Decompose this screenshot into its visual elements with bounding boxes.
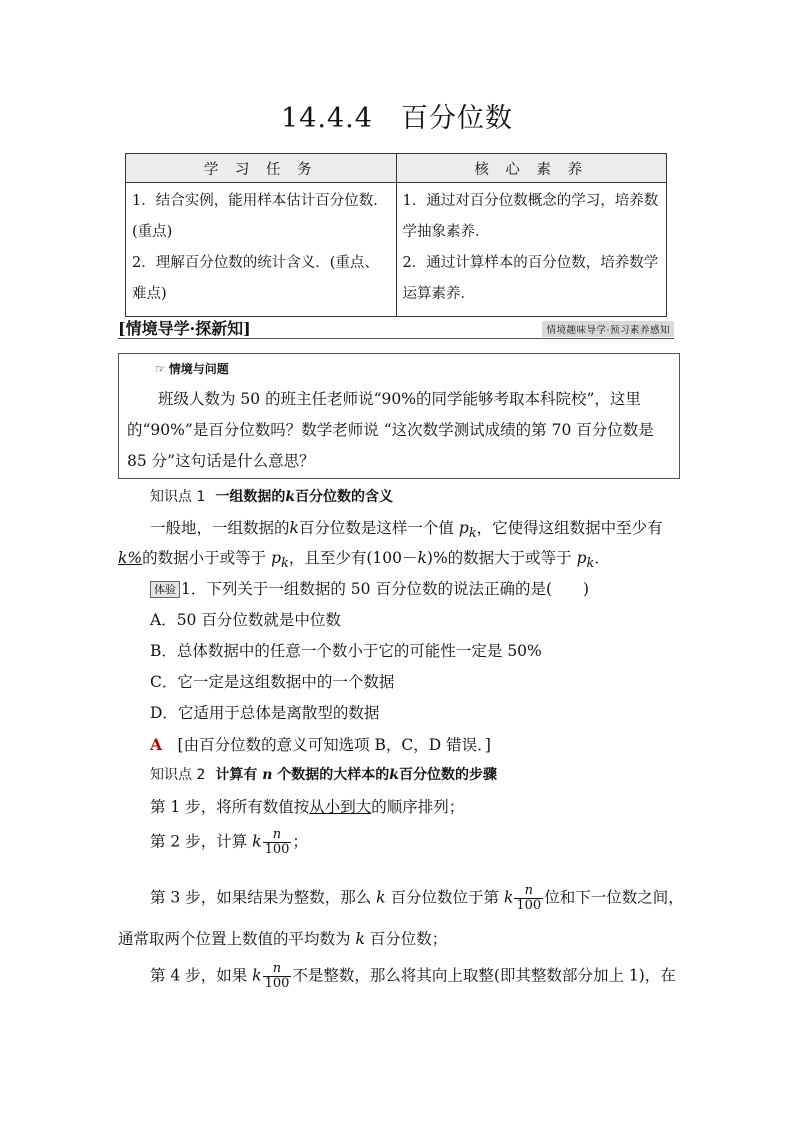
fraction-n-over-100: $\frac{n}{100}$ [264, 961, 290, 991]
answer-letter: A [150, 735, 163, 754]
scenario-text: 班级人数为 50 的班主任老师说“90%的同学能够考取本科院校”，这里的“90%”是百分位数吗？数学老师说 “这次数学测试成绩的第 70 百分位数是 85 分”这句话是什么意思？ [127, 390, 654, 470]
option-c: C．它一定是这组数据中的一个数据 [150, 673, 395, 691]
step-3: 第 3 步，如果结果为整数，那么 k 百分位数位于第 k $\frac{n}{100}$ 位和下一位数之间， [150, 883, 684, 913]
exercise-question: 体验 1．下列关于一组数据的 50 百分位数的说法正确的是( ) [150, 577, 589, 599]
kp1-definition-line2: k%的数据小于或等于 $p_k$，且至少有(100－k)%的数据大于或等于 $p_k$． [118, 549, 610, 572]
answer-line [150, 733, 491, 755]
section-title: [情境导学·探新知] [118, 319, 251, 338]
step-1: 第 1 步，将所有数值按从小到大的顺序排列； [150, 798, 465, 816]
scenario-box [118, 353, 680, 479]
option-a: A．50 百分位数就是中位数 [150, 611, 341, 629]
fraction-n-over-100: $\frac{n}{100}$ [264, 827, 290, 857]
core-literacy-cell [396, 183, 667, 317]
page-title [0, 96, 794, 135]
option-d: D．它适用于总体是离散型的数据 [150, 704, 380, 722]
scenario-label: ☞ 情境与问题 [155, 362, 229, 376]
step-2: 第 2 步，计算 k $\frac{n}{100}$ ； [150, 827, 308, 857]
option-b: B．总体数据中的任意一个数小于它的可能性一定是 50% [150, 642, 542, 660]
knowledge-point-1-heading: 知识点 1 一组数据的k百分位数的含义 [150, 489, 394, 505]
pointing-hand-icon: ☞ [155, 362, 166, 376]
task-item: 1．结合实例，能用样本估计百分位数．(重点) [132, 193, 388, 240]
learning-objectives-table [125, 153, 667, 317]
section-header [118, 316, 674, 339]
exercise-badge: 体验 [150, 581, 180, 598]
section-tag: 情境趣味导学·预习素养感知 [542, 321, 674, 337]
title-text: 百分位数 [400, 103, 513, 134]
header-core-literacy: 核 心 素 养 [396, 154, 667, 183]
literacy-item: 2．通过计算样本的百分位数，培养数学运算素养． [402, 255, 659, 302]
task-item: 2．理解百分位数的统计含义．(重点、难点) [132, 255, 379, 302]
step-4: 第 4 步，如果 k $\frac{n}{100}$ 不是整数，那么将其向上取整(即其整数部分加上 1)，在 [150, 961, 676, 991]
literacy-item: 1．通过对百分位数概念的学习，培养数学抽象素养． [402, 193, 659, 240]
learning-tasks-cell [126, 183, 397, 317]
step-3-continued: 通常取两个位置上数值的平均数为 k 百分位数； [118, 930, 448, 948]
knowledge-point-2-heading: 知识点 2 计算有 n 个数据的大样本的k百分位数的步骤 [150, 767, 497, 783]
kp1-definition-line1: 一般地，一组数据的k百分位数是这样一个值 $p_k$，它使得这组数据中至少有 [150, 519, 663, 542]
fraction-n-over-100: $\frac{n}{100}$ [516, 883, 542, 913]
answer-explanation: [由百分位数的意义可知选项 B，C，D 错误．] [177, 736, 491, 754]
header-learning-tasks: 学 习 任 务 [126, 154, 397, 183]
title-number: 14.4.4 [281, 103, 373, 134]
